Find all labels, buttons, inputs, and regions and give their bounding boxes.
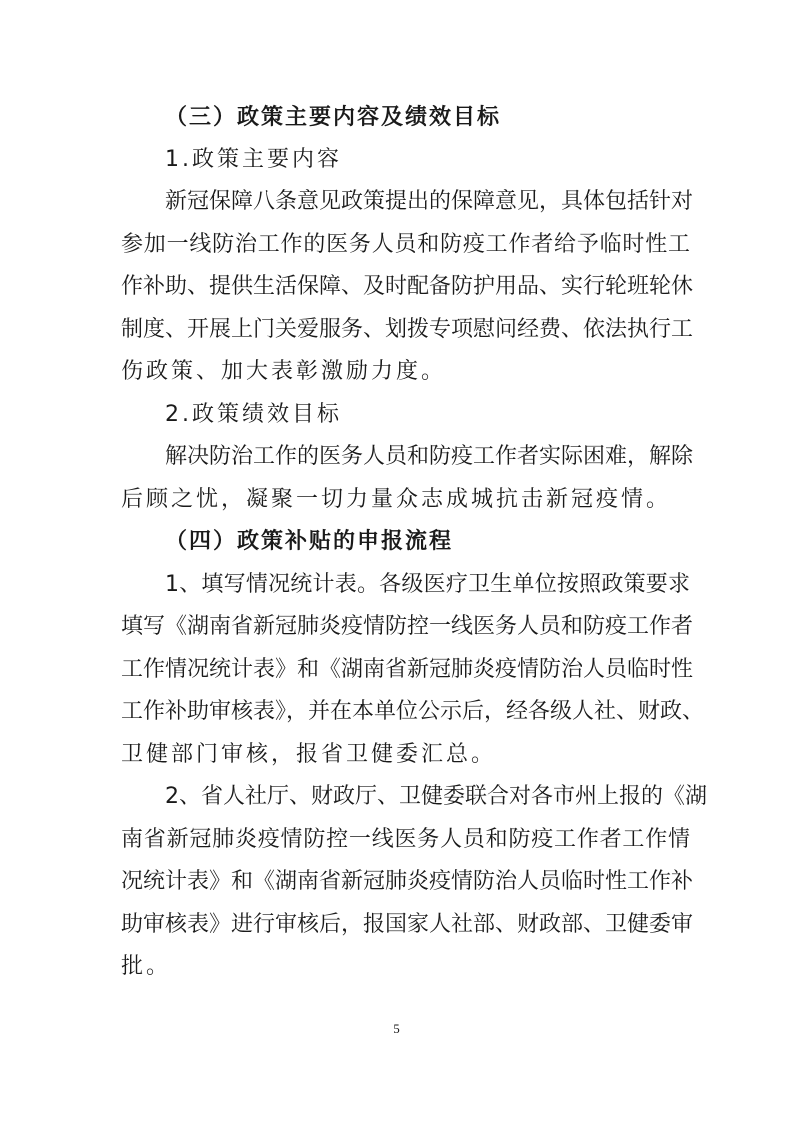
paragraph-line: 工作情况统计表》和《湖南省新冠肺炎疫情防治人员临时性 <box>121 657 694 682</box>
paragraph-line: 助审核表》进行审核后，报国家人社部、财政部、卫健委审 <box>121 912 694 937</box>
paragraph-line: 参加一线防治工作的医务人员和防疫工作者给予临时性工 <box>121 232 690 257</box>
paragraph-line: 后顾之忧，凝聚一切力量众志成城抗击新冠疫情。 <box>121 487 672 512</box>
paragraph-line: 作补助、提供生活保障、及时配备防护用品、实行轮班轮休 <box>121 274 694 299</box>
section-heading: （四）政策补贴的申报流程 <box>165 529 454 554</box>
paragraph-line: 南省新冠肺炎疫情防控一线医务人员和防疫工作者工作情 <box>121 827 690 852</box>
paragraph-line: 工作补助审核表》，并在本单位公示后，经各级人社、财政、 <box>121 699 705 724</box>
paragraph-line: 填写《湖南省新冠肺炎疫情防控一线医务人员和防疫工作者 <box>121 614 694 639</box>
paragraph-line: 2、省人社厅、财政厅、卫健委联合对各市州上报的《湖 <box>165 784 707 809</box>
paragraph-line: 1、填写情况统计表。各级医疗卫生单位按照政策要求 <box>165 572 690 597</box>
paragraph-line: 制度、开展上门关爱服务、划拨专项慰问经费、依法执行工 <box>121 317 694 342</box>
subsection-heading: 1.政策主要内容 <box>165 147 342 172</box>
paragraph-line: 伤政策、加大表彰激励力度。 <box>121 359 447 384</box>
paragraph-line: 新冠保障八条意见政策提出的保障意见，具体包括针对 <box>165 189 694 214</box>
page-number: 5 <box>393 1021 400 1036</box>
paragraph-line: 况统计表》和《湖南省新冠肺炎疫情防治人员临时性工作补 <box>121 869 694 894</box>
section-heading: （三）政策主要内容及绩效目标 <box>165 105 502 130</box>
paragraph-line: 卫健部门审核，报省卫健委汇总。 <box>121 742 497 767</box>
subsection-heading: 2.政策绩效目标 <box>165 402 342 427</box>
paragraph-line: 解决防治工作的医务人员和防疫工作者实际困难，解除 <box>165 444 694 469</box>
paragraph-line: 批。 <box>121 954 172 979</box>
